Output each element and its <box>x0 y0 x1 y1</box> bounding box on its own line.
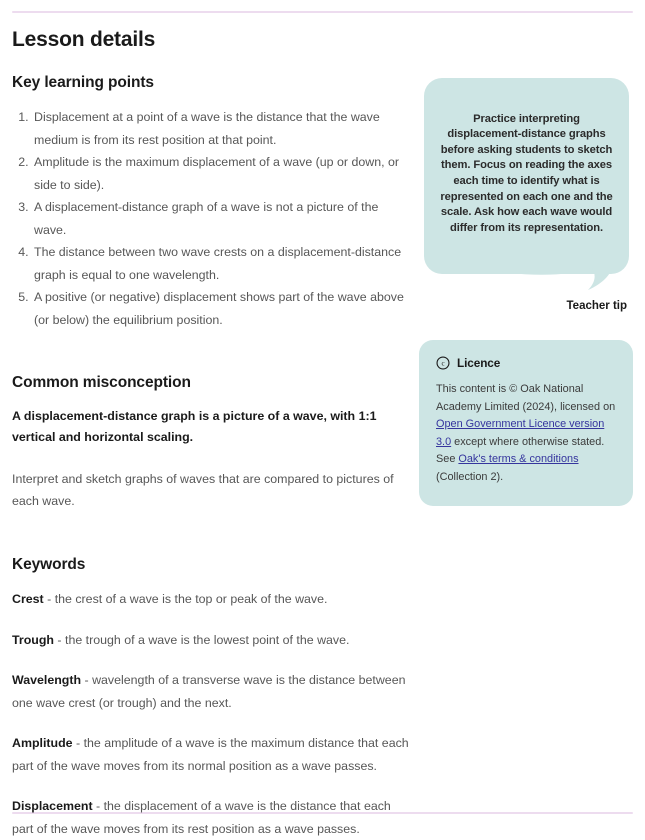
list-item: 5. A positive (or negative) displacement shows part of the wave above (or below) the equilibrium position. <box>32 286 410 331</box>
key-learning-points-section <box>12 74 410 331</box>
teacher-tip-label: Teacher tip <box>566 300 627 312</box>
teacher-tip-text: Practice interpreting displacement-distance graphs before asking students to sketch them. Focus on reading the axes each time to identify what is represented on each one and the scale. Ask how each wave would differ from its representation. <box>440 112 613 234</box>
creative-commons-icon <box>436 356 450 370</box>
keyword-term: Wavelength <box>12 673 82 687</box>
list-item: 2. Amplitude is the maximum displacement of a wave (up or down, or side to side). <box>32 151 410 196</box>
misconception-response: Interpret and sketch graphs of waves that are compared to pictures of each wave. <box>12 472 394 508</box>
list-item: 4. The distance between two wave crests on a displacement-distance graph is equal to one wavelength. <box>32 241 410 286</box>
keyword-term: Trough <box>12 632 54 647</box>
licence-card <box>419 340 633 506</box>
licence-header <box>436 356 616 370</box>
keyword-definition: - the trough of a wave is the lowest point of the wave. <box>53 632 350 647</box>
teacher-tip-card <box>419 78 633 312</box>
keyword-term: Displacement <box>12 799 93 813</box>
list-item <box>12 795 410 840</box>
svg-text:c: c <box>441 359 445 368</box>
list-item <box>12 588 410 611</box>
top-divider <box>12 11 633 13</box>
keyword-term: Amplitude <box>12 736 73 750</box>
teacher-tip-bubble <box>424 78 629 274</box>
keyword-term: Crest <box>12 592 44 606</box>
keywords-section <box>12 556 410 840</box>
list-item <box>12 629 410 652</box>
list-item: 3. A displacement-distance graph of a wave is not a picture of the wave. <box>32 196 410 241</box>
licence-text-2: except where otherwise stated. See <box>436 435 605 465</box>
speech-bubble-tail-icon <box>484 266 614 296</box>
keyword-definition: - the displacement of a wave is the distance that each part of the wave moves from its rest position as a wave passes. <box>12 799 391 836</box>
licence-body <box>436 381 616 486</box>
keyword-definition: - the crest of a wave is the top or peak of the wave. <box>43 592 328 606</box>
sidebar-column <box>419 78 633 506</box>
key-learning-points-heading: Key learning points <box>12 74 154 91</box>
common-misconception-heading: Common misconception <box>12 374 191 391</box>
keyword-definition: - wavelength of a transverse wave is the distance between one wave crest (or trough) and the next. <box>12 673 406 710</box>
open-government-licence-link[interactable]: Open Government Licence version 3.0 <box>436 418 605 448</box>
list-item <box>12 732 410 777</box>
list-item: 1. Displacement at a point of a wave is the distance that the wave medium is from its rest position at that point. <box>32 106 410 151</box>
licence-text-3: (Collection 2). <box>436 470 504 483</box>
licence-text-1: This content is © Oak National Academy Limited (2024), licensed on <box>436 383 616 413</box>
page-title: Lesson details <box>12 28 156 51</box>
keywords-heading: Keywords <box>12 556 86 573</box>
common-misconception-section <box>12 374 410 512</box>
key-learning-points-list <box>12 106 410 331</box>
keyword-definition: - the amplitude of a wave is the maximum distance that each part of the wave moves from its normal position as a wave passes. <box>12 736 409 773</box>
main-content-column <box>12 28 410 840</box>
licence-heading: Licence <box>457 356 501 370</box>
misconception-statement: A displacement-distance graph is a picture of a wave, with 1:1 vertical and horizontal scaling. <box>12 409 377 444</box>
oak-terms-conditions-link[interactable]: Oak's terms & conditions <box>458 453 579 465</box>
list-item <box>12 669 410 714</box>
